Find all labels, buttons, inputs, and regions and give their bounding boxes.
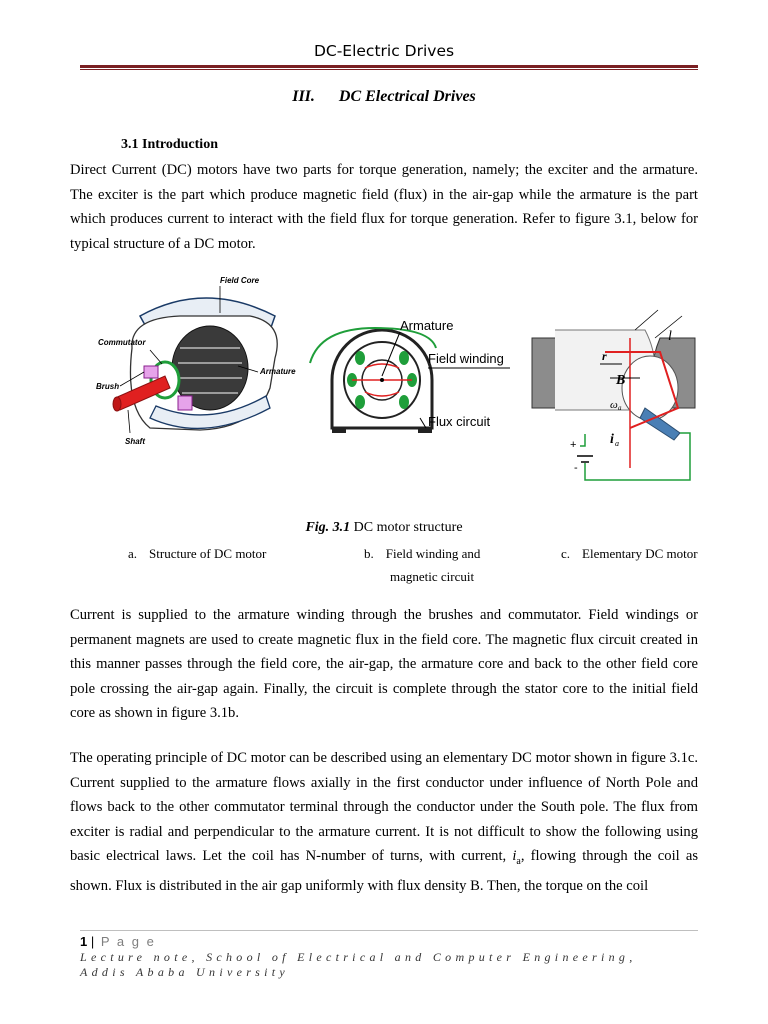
- label-minus: -: [574, 462, 578, 474]
- subcaption-b-letter: b.: [364, 546, 374, 561]
- label-brush: Brush: [96, 382, 120, 391]
- subcaption-c-letter: c.: [561, 546, 571, 561]
- stator-foot-left: [332, 428, 346, 433]
- principle-text-start: The operating principle of DC motor can be described using an elementary DC motor shown in figure 3.1c. Current supplied to the armature flows axially in the first conductor under influence of North Pole and flows back to the other commutator terminal through the conductor under the South pole. The flux from exciter is radial and perpendicular to the armature current. It is not difficult to show the following using basic electrical laws. Let the coil has N-number of turns, with current,: [70, 750, 698, 864]
- shaft-end-shape: [113, 397, 121, 411]
- page-header-title: DC-Electric Drives: [313, 42, 455, 60]
- label-armature-a: Armature: [260, 367, 296, 376]
- subcaption-a-letter: a.: [128, 546, 138, 561]
- principle-text-end: , flowing through the coil as shown. Flux is distributed in the air gap uniformly with flux density B. Then, the torque on the coil: [70, 848, 698, 895]
- brush-lower-shape: [178, 396, 192, 410]
- figure-caption-label: Fig. 3.1: [305, 520, 351, 535]
- subcaption-c-text: Elementary DC motor: [582, 546, 698, 561]
- page-word: P a g e: [100, 934, 156, 949]
- label-flux-circuit: Flux circuit: [428, 414, 491, 429]
- footer-line-1: Lecture note, School of Electrical and Computer Engineering,: [80, 950, 637, 964]
- label-r: r: [602, 349, 607, 363]
- label-i: i: [610, 432, 614, 447]
- dc-motor-figure: [70, 268, 710, 500]
- subcaption-b-text-1: Field winding and: [385, 546, 481, 561]
- subcaption-b-line-2: magnetic circuit: [390, 569, 475, 584]
- winding-6: [399, 395, 409, 409]
- leader-shaft: [128, 410, 130, 433]
- subcaption-b: [364, 546, 480, 562]
- footer-line-2: Addis Ababa University: [80, 965, 290, 979]
- figure-c-elementary-motor: [532, 310, 695, 480]
- label-armature-b: Armature: [400, 318, 454, 333]
- winding-4: [399, 351, 409, 365]
- label-shaft: Shaft: [125, 437, 145, 446]
- brush-upper-shape: [144, 366, 158, 378]
- length-marker: [635, 310, 658, 330]
- section-heading: 3.1 Introduction: [121, 137, 218, 152]
- chapter-heading: [0, 88, 768, 106]
- chapter-title: DC Electrical Drives: [338, 88, 476, 105]
- figure-b-field-winding: [310, 318, 510, 433]
- label-i-sub: a: [615, 439, 619, 448]
- page-number: 1: [80, 934, 88, 949]
- page-separator: |: [87, 934, 98, 949]
- subcaption-c: [561, 546, 698, 562]
- intro-paragraph: Direct Current (DC) motors have two parts for torque generation, namely; the exciter and the armature. The exciter is the part which produce magnetic field (flux) in the air-gap while the armature is the part which produces current to interact with the field flux for torque generation. Refer to figure 3.1, below for typical structure of a DC motor.: [70, 162, 698, 252]
- winding-1: [355, 351, 365, 365]
- label-omega: ω: [610, 399, 618, 411]
- label-omega-sub: a: [618, 404, 622, 412]
- winding-3: [355, 395, 365, 409]
- chapter-number: III.: [292, 88, 315, 105]
- label-B: B: [616, 373, 626, 388]
- label-plus: +: [570, 439, 577, 451]
- current-symbol-subscript: a: [516, 855, 521, 867]
- subcaption-a-text: Structure of DC motor: [149, 546, 267, 561]
- armature-center-dot: [380, 378, 384, 382]
- figure-a-motor-structure: [96, 276, 296, 446]
- current-symbol: i: [512, 848, 517, 864]
- figure-caption: [0, 520, 768, 536]
- principle-paragraph: [70, 746, 698, 899]
- figure-caption-text: DC motor structure: [350, 520, 463, 535]
- label-l: l: [668, 329, 672, 344]
- label-field-winding: Field winding: [428, 351, 504, 366]
- subcaption-a: [128, 546, 266, 562]
- header-rule: [80, 65, 698, 68]
- footer-rule: [80, 930, 698, 931]
- header-rule-thin: [80, 69, 698, 70]
- label-commutator: Commutator: [98, 338, 146, 347]
- current-paragraph: Current is supplied to the armature winding through the brushes and commutator. Field windings or permanent magnets are used to create magnetic flux in the field core. The magnetic flux circuit created in this manner passes through the field core, the air-gap, the armature core and back to the other field core pole crossing the air-gap again. Finally, the circuit is complete through the stator core to the initial field core as shown in figure 3.1b.: [70, 607, 698, 721]
- page-number-line: [80, 934, 156, 949]
- label-field-core: Field Core: [220, 276, 260, 285]
